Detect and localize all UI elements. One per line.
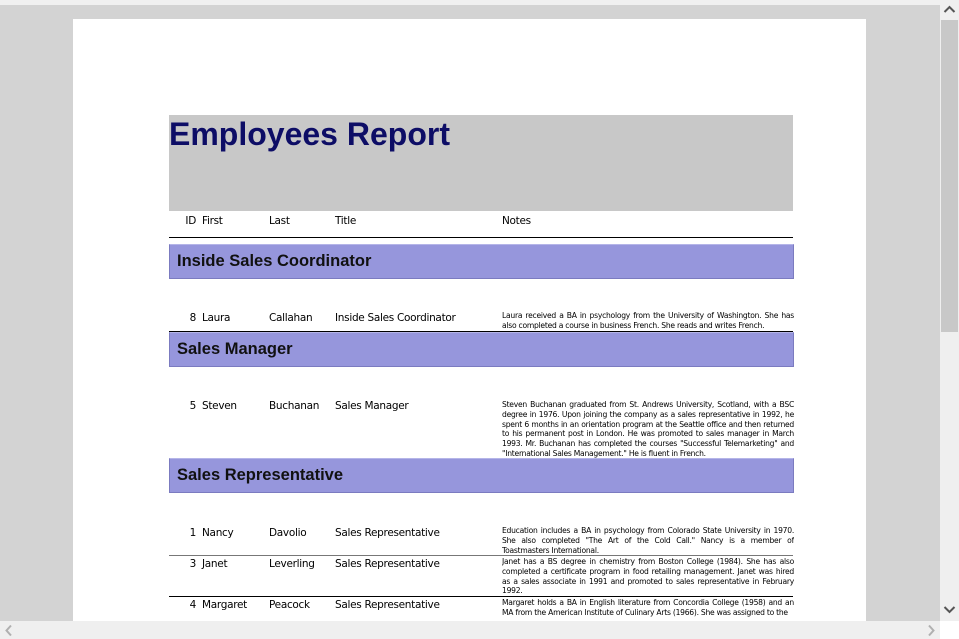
report-title: Employees Report: [169, 116, 450, 152]
cell-id: 4: [189, 599, 196, 611]
cell-notes: Margaret holds a BA in English literature from Concordia College (1958) and an MA from the American Institute of Culinary Arts (1966). She was assigned to the: [502, 598, 794, 617]
row-divider: [169, 596, 793, 597]
report-viewer: [0, 5, 940, 621]
cell-title: Sales Representative: [335, 527, 440, 539]
cell-last: Davolio: [269, 527, 307, 539]
cell-notes: Education includes a BA in psychology from Colorado State University in 1970. She also completed "The Art of the Cold Call." Nancy is a member of Toastmasters International.: [502, 526, 794, 555]
chevron-left-icon[interactable]: [4, 624, 14, 639]
report-header-band: [169, 115, 793, 211]
group-header: [169, 458, 794, 493]
cell-id: 1: [189, 527, 196, 539]
cell-last: Peacock: [269, 599, 310, 611]
cell-last: Callahan: [269, 312, 313, 324]
report-page: [73, 19, 866, 621]
cell-notes: Janet has a BS degree in chemistry from Boston College (1984). She has also completed a certificate program in food retailing management. Janet was hired as a sales associate in 1991 and promoted to sales representative in February 1992.: [502, 557, 794, 596]
cell-title: Sales Representative: [335, 558, 440, 570]
chevron-down-icon[interactable]: [943, 605, 956, 618]
group-header: [169, 332, 794, 367]
row-divider: [169, 555, 793, 556]
vertical-scrollbar[interactable]: [940, 0, 959, 621]
cell-title: Sales Representative: [335, 599, 440, 611]
cell-last: Buchanan: [269, 400, 320, 412]
vertical-scroll-thumb[interactable]: [941, 20, 958, 332]
group-label: Sales Representative: [177, 466, 344, 484]
cell-first: Nancy: [202, 527, 234, 539]
horizontal-scrollbar[interactable]: [0, 621, 940, 639]
group-label: Sales Manager: [177, 340, 293, 358]
group-label: Inside Sales Coordinator: [177, 252, 372, 270]
column-header-id: ID: [185, 215, 196, 227]
cell-id: 3: [189, 558, 196, 570]
cell-first: Margaret: [202, 599, 247, 611]
column-header-title: Title: [335, 215, 357, 227]
cell-last: Leverling: [269, 558, 315, 570]
cell-title: Inside Sales Coordinator: [335, 312, 456, 324]
cell-notes: Steven Buchanan graduated from St. Andrews University, Scotland, with a BSC degree in 1976. Upon joining the company as a sales representative in 1992, he spent 6 months in an orientation program at the Seattle office and then returned to his permanent post in London. He was promoted to sales manager in March 1993. Mr. Buchanan has completed the courses "Successful Telemarketing" and "International Sales Management." He is fluent in French.: [502, 400, 794, 458]
cell-first: Janet: [202, 558, 228, 570]
scrollbar-corner: [940, 621, 959, 639]
column-header-notes: Notes: [502, 215, 531, 227]
cell-first: Laura: [202, 312, 231, 324]
chevron-up-icon[interactable]: [943, 4, 956, 17]
cell-title: Sales Manager: [335, 400, 409, 412]
chevron-right-icon[interactable]: [926, 624, 936, 639]
column-header-last: Last: [269, 215, 290, 227]
cell-notes: Laura received a BA in psychology from the University of Washington. She has also completed a course in business French. She reads and writes French.: [502, 311, 794, 330]
header-divider: [169, 237, 793, 238]
cell-first: Steven: [202, 400, 237, 412]
cell-id: 5: [189, 400, 196, 412]
group-header: [169, 244, 794, 279]
column-header-first: First: [202, 215, 223, 227]
cell-id: 8: [189, 312, 196, 324]
